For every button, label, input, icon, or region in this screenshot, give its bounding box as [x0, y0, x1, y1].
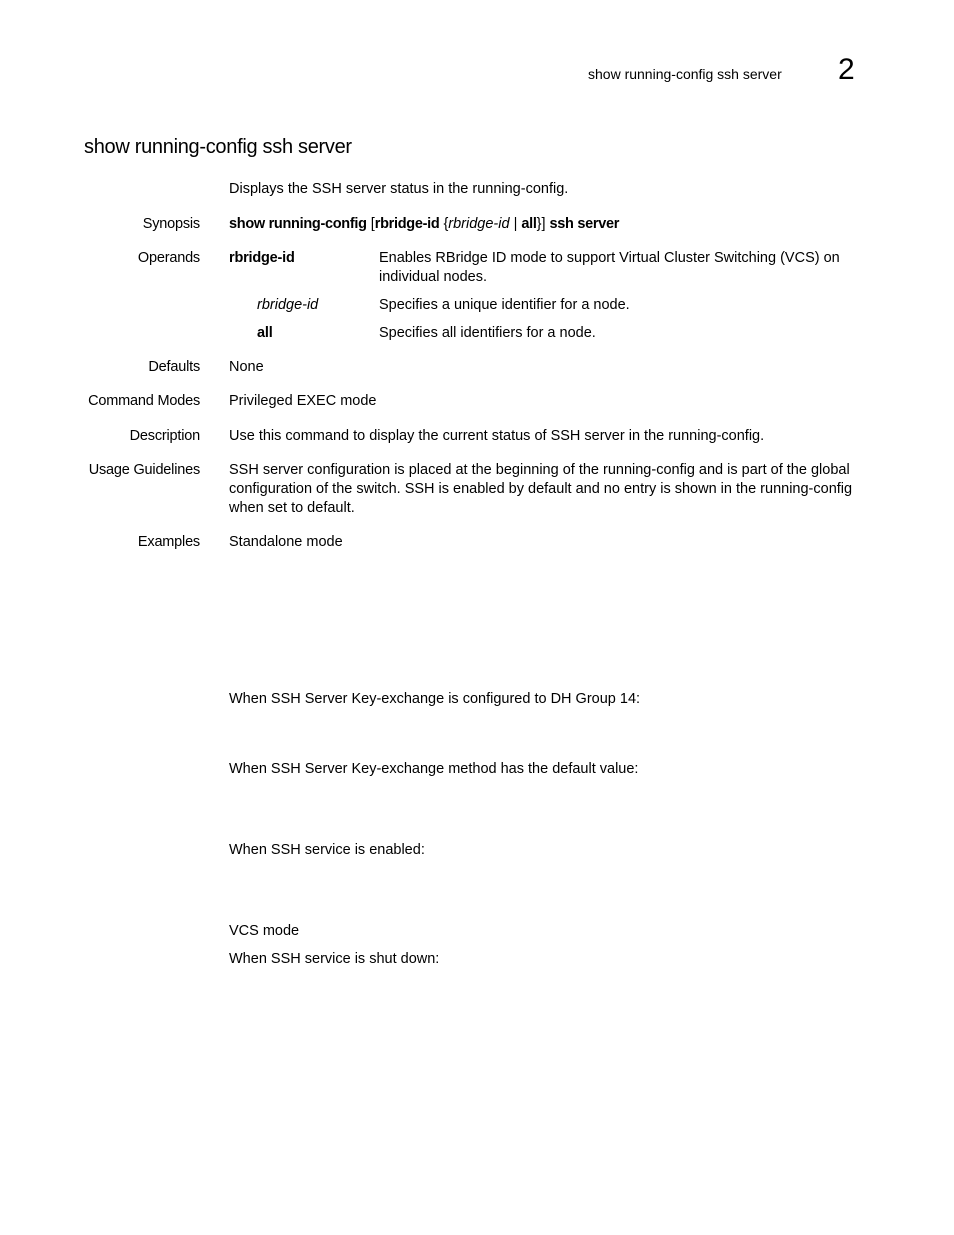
- example-dh-group-caption: When SSH Server Key-exchange is configured to DH Group 14:: [229, 691, 641, 707]
- chapter-number: 2: [838, 53, 855, 86]
- operand-term: rbridge-id: [257, 297, 319, 313]
- intro-text: Displays the SSH server status in the running-config.: [229, 181, 569, 197]
- usage-guidelines-label: Usage Guidelines: [88, 462, 200, 478]
- operand-term: rbridge-id: [229, 250, 295, 266]
- synopsis-rbridge-variable: rbridge-id: [448, 216, 510, 232]
- synopsis-rbridge-keyword: rbridge-id: [374, 216, 440, 232]
- running-header-title: show running-config ssh server: [588, 66, 782, 82]
- description-label: Description: [129, 428, 200, 444]
- page-title: show running-config ssh server: [84, 136, 352, 158]
- example-default-caption: When SSH Server Key-exchange method has the default value:: [229, 761, 639, 777]
- synopsis-pipe: |: [513, 216, 518, 232]
- operand-term: all: [257, 325, 273, 341]
- synopsis-command: show running-config: [229, 216, 367, 232]
- operand-desc: Specifies all identifiers for a node.: [379, 325, 596, 341]
- example-standalone-heading: Standalone mode: [229, 534, 343, 550]
- command-modes-label: Command Modes: [88, 393, 200, 409]
- example-shutdown-caption: When SSH service is shut down:: [229, 951, 440, 967]
- command-modes-value: Privileged EXEC mode: [229, 393, 377, 409]
- examples-label: Examples: [137, 534, 200, 550]
- defaults-value: None: [229, 359, 264, 375]
- example-enabled-caption: When SSH service is enabled:: [229, 842, 425, 858]
- synopsis-text: [229, 215, 869, 234]
- synopsis-all-keyword: all: [521, 216, 537, 232]
- synopsis-open-brace: {: [443, 216, 449, 232]
- defaults-label: Defaults: [148, 359, 200, 375]
- operand-desc: Enables RBridge ID mode to support Virtual Cluster Switching (VCS) on individual nodes.: [379, 250, 840, 285]
- operand-desc: Specifies a unique identifier for a node.: [379, 297, 630, 313]
- synopsis-ssh-server: ssh server: [549, 216, 620, 232]
- synopsis-open-bracket: [: [370, 216, 375, 232]
- usage-guidelines-value: SSH server configuration is placed at the beginning of the running-config and is part of the global configuration of the switch. SSH is enabled by default and no entry is shown in the running-config when set to default.: [229, 462, 853, 516]
- description-value: Use this command to display the current status of SSH server in the running-config.: [229, 428, 765, 444]
- example-vcs-heading: VCS mode: [229, 923, 300, 939]
- operands-label: Operands: [137, 250, 200, 266]
- synopsis-label: Synopsis: [142, 216, 200, 232]
- synopsis-close: }]: [536, 216, 546, 232]
